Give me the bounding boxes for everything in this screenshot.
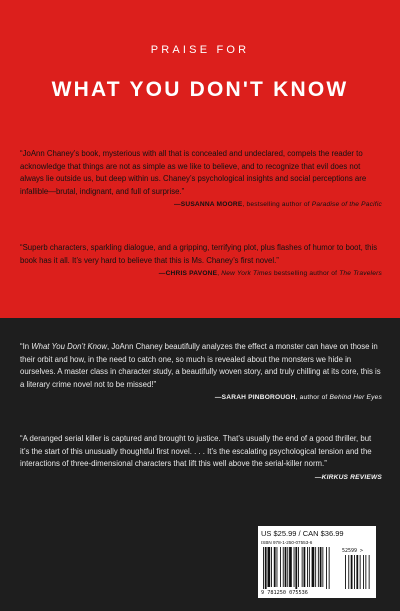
attrib-name: —SARAH PINBOROUGH xyxy=(214,394,296,402)
attrib-role-italic: New York Times xyxy=(221,270,272,278)
barcode-bar xyxy=(318,547,319,587)
barcode-bar xyxy=(285,547,287,587)
barcode-bar xyxy=(315,547,316,587)
addon-bar xyxy=(363,555,364,589)
barcode-bar xyxy=(304,547,306,587)
barcode-bar xyxy=(274,547,276,587)
addon-bar xyxy=(348,555,349,589)
quote-attribution xyxy=(20,392,382,405)
addon-bar xyxy=(360,555,361,589)
addon-bar xyxy=(369,555,370,589)
barcode-bar xyxy=(302,547,303,587)
barcode-bar xyxy=(329,547,330,589)
attrib-name: —CHRIS PAVONE xyxy=(158,270,218,278)
barcode-bar xyxy=(280,547,281,587)
quote-kirkus-reviews xyxy=(20,433,382,484)
quote-book-title: What You Don’t Know xyxy=(31,342,107,351)
barcode-bar xyxy=(307,547,308,587)
barcode-bar xyxy=(265,547,267,589)
quote-attribution: —CHRIS PAVONE, New York Times bestselling author of The Travelers xyxy=(158,270,382,278)
barcode-bar xyxy=(309,547,310,587)
attrib-name: —KIRKUS REVIEWS xyxy=(314,473,382,481)
quote-text: “Superb characters, sparkling dialogue, and a gripping, terrifying plot, plus flashes of humor to boot, this book has it all. It’s very hard to believe that this is Ms. Chaney’s first novel.” xyxy=(20,243,378,265)
attrib-role: , bestselling author of xyxy=(242,201,312,209)
book-title: WHAT YOU DON'T KNOW xyxy=(51,78,349,101)
attrib-work: Paradise of the Pacific xyxy=(311,201,382,209)
barcode-bar xyxy=(320,547,322,587)
quote-attribution xyxy=(20,199,382,212)
quote-text: “A deranged serial killer is captured and brought to justice. That’s usually the end of a good thriller, but it’s the start of this unusually thoughtful first novel. . . . It’s the escalating psychological tension and the interactions of three-dimensional characters that lift this well above the serial-killer norm.” xyxy=(20,434,372,469)
barcode-bar xyxy=(268,547,271,587)
addon-digits: 52599 > xyxy=(342,548,364,554)
isbn-label: ISBN 978-1-250-07553-6 xyxy=(261,540,313,545)
barcode-bar xyxy=(298,547,299,587)
attrib-role: , author of xyxy=(295,394,330,402)
barcode-bar xyxy=(294,547,295,587)
addon-bar xyxy=(345,555,346,589)
attrib-work: Behind Her Eyes xyxy=(329,394,382,402)
quote-sarah-pinborough xyxy=(20,341,382,405)
barcode-bar xyxy=(312,547,315,587)
addon-bar xyxy=(354,555,355,589)
barcode-bar xyxy=(271,547,272,587)
quote-text: “JoAnn Chaney’s book, mysterious with all that is concealed and undeclared, compels the reader to acknowledge that things are not as simple as we like to believe, and to recognize that evil does not always lie outside us, but deep within us. Chaney’s psychological insights and social perceptions are infallible—brutal, indignant, and full of surprise.” xyxy=(20,149,367,196)
barcode-bar xyxy=(263,547,264,589)
barcode-bar xyxy=(277,547,278,587)
barcode-bar xyxy=(283,547,284,587)
barcode-bar xyxy=(326,547,327,589)
quote-attribution xyxy=(20,472,382,485)
barcode-bar xyxy=(295,547,297,589)
barcode-box xyxy=(258,526,376,598)
barcode-bar xyxy=(322,547,323,587)
quote-chris-pavone xyxy=(20,242,382,281)
addon-bar xyxy=(365,555,366,589)
attrib-name: —SUSANNA MOORE xyxy=(173,201,243,209)
quote-text-start: “In xyxy=(20,342,32,351)
quote-text-rest: , JoAnn Chaney beautifully analyzes the effect a monster can have on those in their orbit and how, in the need to catch one, so much is revealed about the monsters we hide in ourselves. A master class in character study, a beautifully woven story, and truly chilling at its core, this is a literary crime novel not to be missed!” xyxy=(20,342,381,389)
price-label: US $25.99 / CAN $36.99 xyxy=(261,529,344,538)
quote-susanna-moore xyxy=(20,148,382,212)
barcode-bar xyxy=(289,547,292,587)
praise-for-heading: PRAISE FOR xyxy=(150,44,250,56)
barcode-bar xyxy=(287,547,288,587)
addon-bar xyxy=(351,555,353,589)
barcode-digits: 9 781250 075536 xyxy=(261,590,308,596)
attrib-role: bestselling author of xyxy=(271,270,340,278)
attrib-work: The Travelers xyxy=(339,270,382,278)
addon-bar xyxy=(356,555,358,589)
